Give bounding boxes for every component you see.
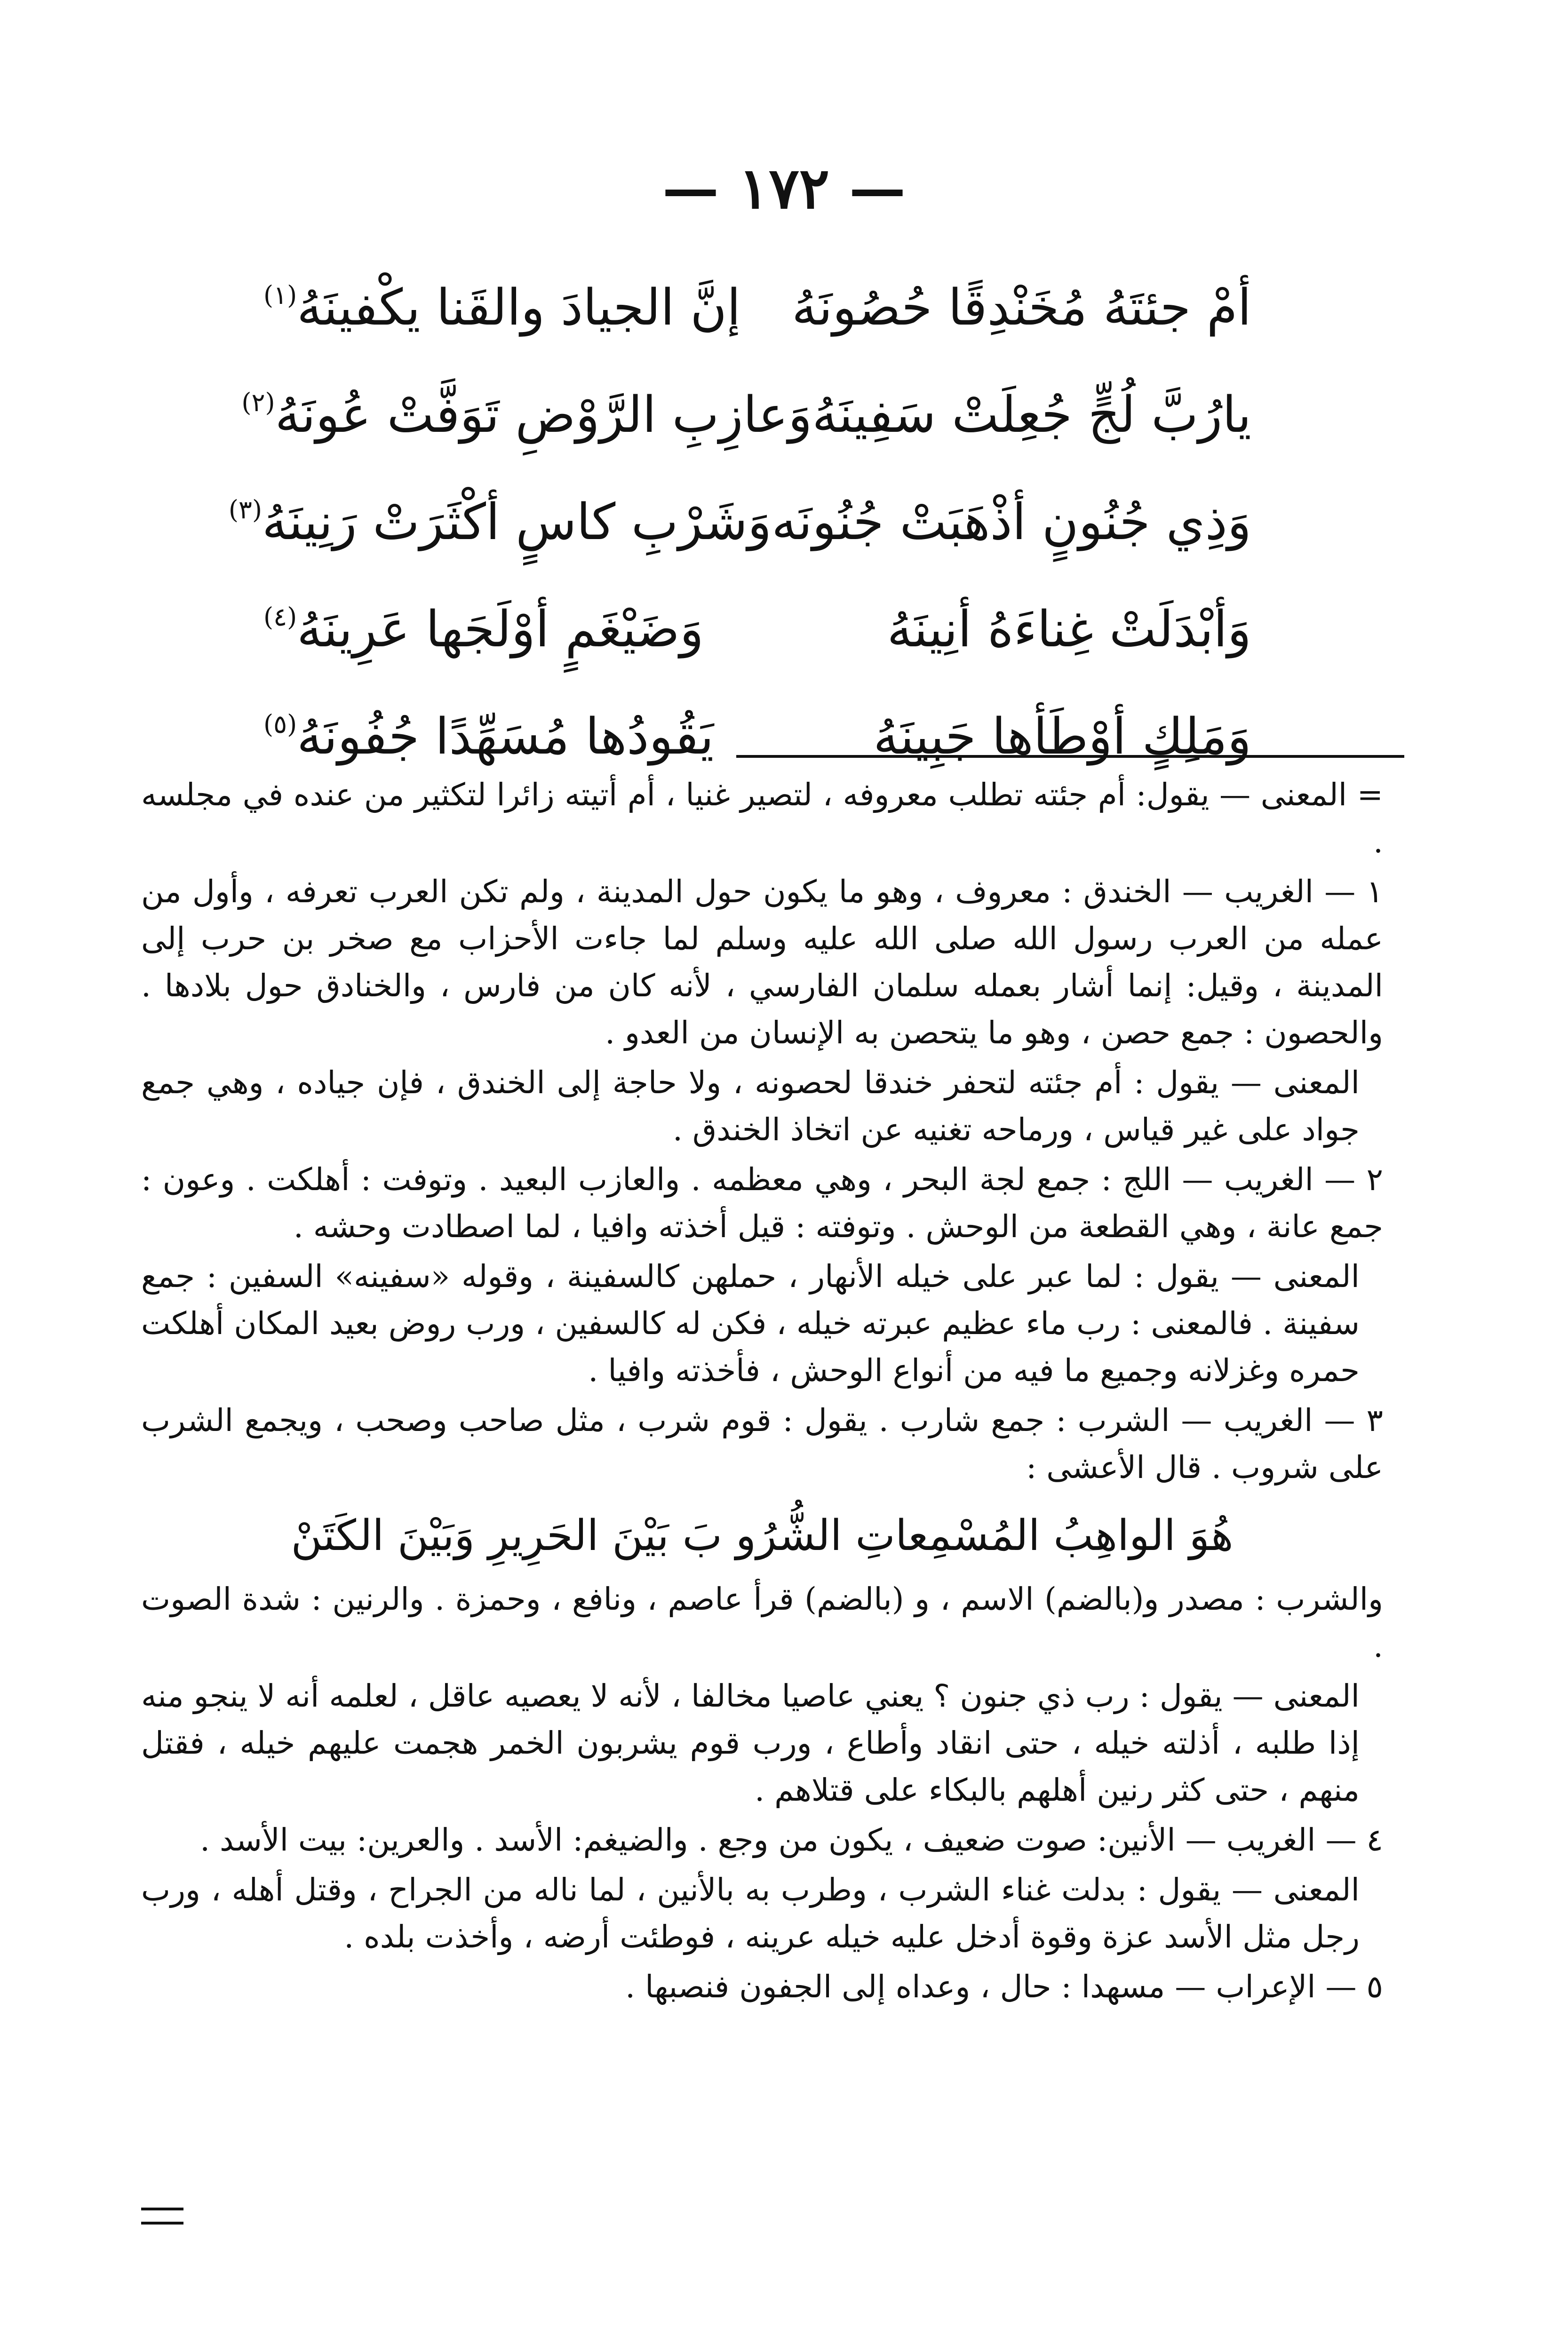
commentary-paragraphs [141,771,1383,1491]
verse-first-hemistich: أمْ جئتَهُ مُخَنْدِقًا حُصُونَهُ [792,278,1251,336]
footnote-marker: (٣) [228,495,263,524]
verse-second-hemistich-text: وَضَيْغَمٍ أوْلَجَها عَرِينَهُ [297,600,704,658]
verse-second-hemistich [228,493,772,551]
verse-second-hemistich [263,707,714,765]
end-mark [141,2208,183,2225]
verse-first-hemistich: وَذِي جُنُونٍ أذْهَبَتْ جُنُونَه [772,493,1251,551]
commentary-paragraph: ١ — الغريب — الخندق : معروف ، وهو ما يكون حول المدينة ، ولم تكن العرب تعرفه ، وأول من عمله من العرب رسول الله صلى الله عليه وسلم لما جاءت الأحزاب مع صخر بن حرب إلى المدينة ، وقيل: إنما أشار بعمله سلمان الفارسي ، لأنه كان من فارس ، والخنادق حول بلادها . والحصون : جمع حصن ، وهو ما يتحصن به الإنسان من العدو . [141,874,1383,1051]
footnote-marker: (٥) [263,709,297,739]
verse-second-hemistich-text: وَشَرْبِ كاسٍ أكْثَرَتْ رَنِينَهُ [262,493,772,551]
verse-second-hemistich [263,600,704,658]
verse-second-hemistich [241,386,812,444]
commentary-paragraph: المعنى — يقول : رب ذي جنون ؟ يعني عاصيا مخالفا ، لأنه لا يعصيه عاقل ، لعلمه أنه لا ينجو منه إذا طلبه ، أذلته خيله ، حتى انقاد وأطاع ، ورب قوم يشربون الخمر هجمت عليهم خيله ، فقتل منهم ، حتى كثر رنين أهلهم بالبكاء على قتلاهم . [141,1678,1360,1808]
commentary [141,771,1383,2013]
commentary-paragraph: = المعنى — يقول: أم جئته تطلب معروفه ، لتصير غنيا ، أم أتيته زائرا لتكثير من عنده في مجلسه . [141,777,1383,860]
poem-verse [241,361,1251,469]
verse-second-hemistich-text: وَعازِبِ الرَّوْضِ تَوَفَّتْ عُونَهُ [275,386,812,444]
footnote-marker: (٢) [241,388,275,417]
verse-first-hemistich: وَمَلِكٍ أوْطَأها جَبِينَهُ [873,707,1251,765]
commentary-paragraph: ٣ — الغريب — الشرب : جمع شارب . يقول : قوم شرب ، مثل صاحب وصحب ، ويجمع الشرب على شروب . قال الأعشى : [141,1402,1383,1486]
verse-second-hemistich-text: يَقُودُها مُسَهِّدًا جُفُونَهُ [297,707,714,765]
page-number: — ١٧٢ — [662,155,906,222]
verse-second-hemistich-text: إنَّ الجيادَ والقَنا يكْفينَهُ [297,278,741,336]
verse-first-hemistich: يارُبَّ لُجٍّ جُعِلَتْ سَفِينَهُ [812,386,1251,444]
verse-first-hemistich: وَأبْدَلَتْ غِناءَهُ أنِينَهُ [887,600,1251,658]
poem [228,254,1251,790]
commentary-paragraph: ٥ — الإعراب — مسهدا : حال ، وعداه إلى الجفون فنصبها . [625,1969,1383,2005]
separator-line [736,755,1404,758]
footnote-marker: (١) [263,280,297,310]
commentary-paragraph: المعنى — يقول : لما عبر على خيله الأنهار ، حملهن كالسفينة ، وقوله «سفينه» السفين : جمع سفينة . فالمعنى : رب ماء عظيم عبرته خيله ، فكن له كالسفين ، ورب روض بعيد المكان أهلكت حمره وغزلانه وجميع ما فيه من أنواع الوحش ، فأخذته وافيا . [141,1258,1360,1389]
commentary-paragraph: ٢ — الغريب — اللج : جمع لجة البحر ، وهي معظمه . والعازب البعيد . وتوفت : أهلكت . وعون : جمع عانة ، وهي القطعة من الوحش . وتوفته : قيل أخذته وافيا ، لما اصطادت وحشه . [141,1161,1383,1245]
poem-verse [228,469,1251,576]
verse-second-hemistich [263,278,741,336]
commentary-paragraph: المعنى — يقول : أم جئته لتحفر خندقا لحصونه ، ولا حاجة إلى الخندق ، فإن جياده ، وهي جمع جواد على غير قياس ، ورماحه تغنيه عن اتخاذ الخندق . [141,1065,1360,1148]
commentary-paragraph: المعنى — يقول : بدلت غناء الشرب ، وطرب به بالأنين ، لما ناله من الجراح ، وقتل أهله ، ورب رجل مثل الأسد عزة وقوة أدخل عليه خيله عرينه ، فوطئت أرضه ، وأخذت بلده . [141,1872,1360,1955]
quoted-verse: هُوَ الواهِبُ المُسْمِعاتِ الشُّرُو بَ بَيْنَ الحَرِيرِ وَبَيْنَ الكَتَنْ [291,1511,1234,1560]
poem-verse [263,576,1251,683]
commentary-paragraphs-continued [141,1576,1383,2010]
poem-verse [263,254,1251,361]
commentary-paragraph: والشرب : مصدر و(بالضم) الاسم ، و (بالضم) قرأ عاصم ، ونافع ، وحمزة . والرنين : شدة الصوت . [141,1581,1383,1664]
footnote-marker: (٤) [263,602,297,632]
commentary-paragraph: ٤ — الغريب — الأنين: صوت ضعيف ، يكون من وجع . والضيغم: الأسد . والعرين: بيت الأسد . [200,1822,1383,1858]
